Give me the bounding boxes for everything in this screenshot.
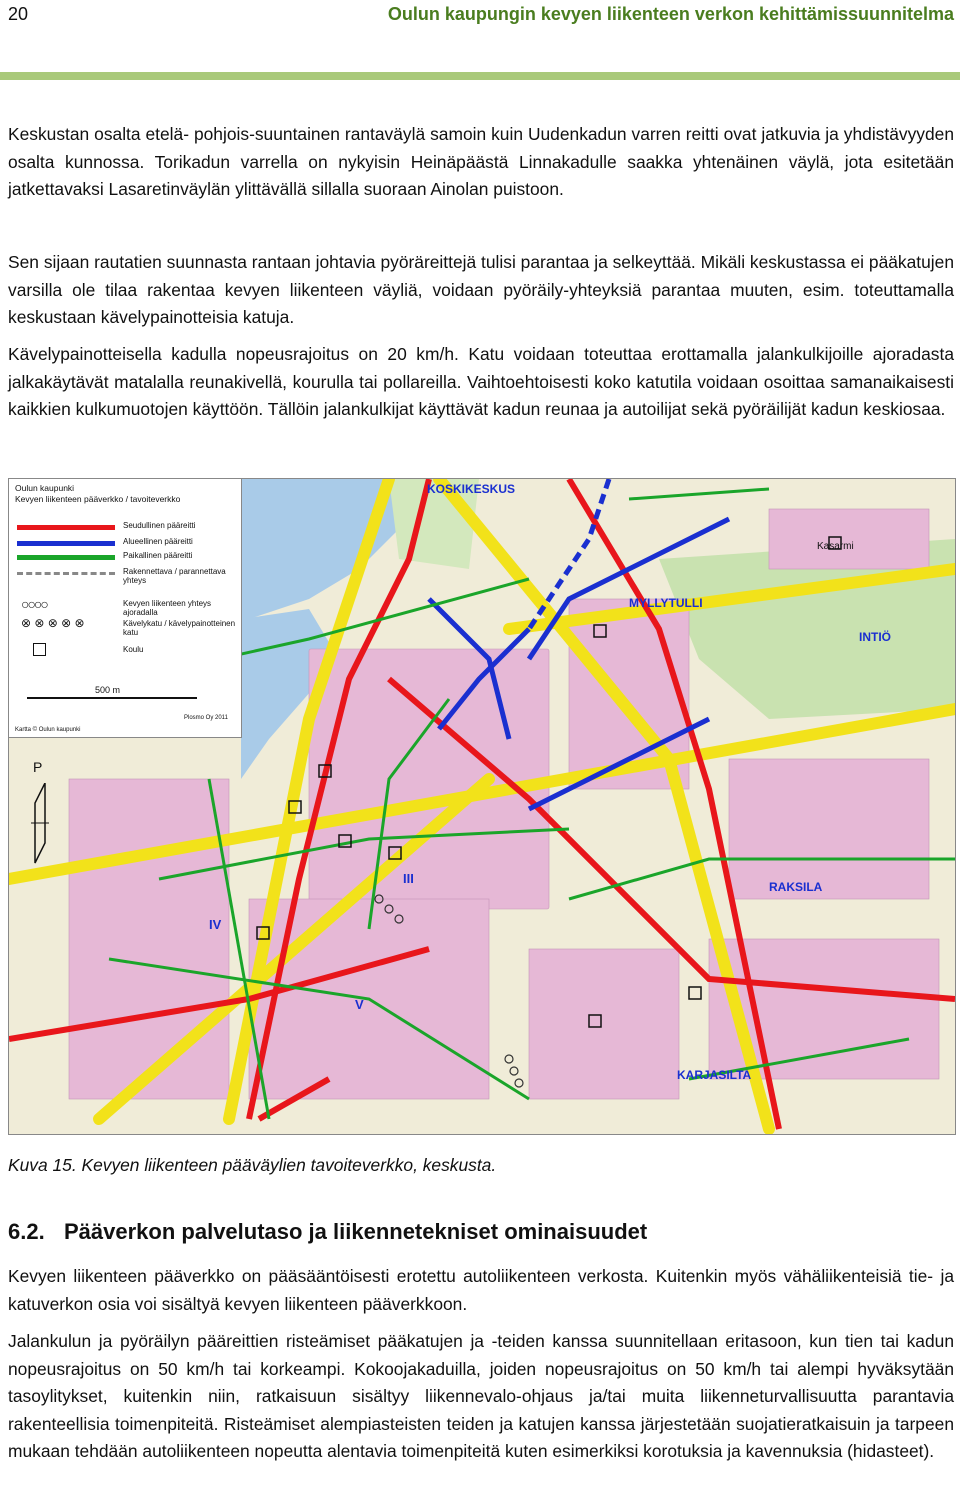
label-karjasilta: KARJASILTA — [677, 1068, 752, 1082]
legend-swatch-build — [17, 572, 115, 575]
map-legend — [9, 479, 242, 738]
label-myllytulli: MYLLYTULLI — [629, 596, 703, 610]
label-kasarmi: Kasarmi — [817, 541, 854, 552]
paragraph-4: Kevyen liikenteen pääverkko on pääsääntöisesti erotettu autoliikenteen verkosta. Kuitenkin myös vähäliikenteisiä tie- ja katuverkon osia voi sisältyä kevyen liikenteen pääverkkoon. — [8, 1266, 954, 1314]
paragraph-2: Sen sijaan rautatien suunnasta rantaan johtavia pyöräreittejä tulisi parantaa ja selkeyttää. Mikäli keskustassa ei pääkatujen varsilla ole tilaa rakentaa kevyen liikenteen väyliä, voidaan pyöräily-yhteyksiä parantaa muuten, esim. toteuttamalla keskustaan kävelypainotteisia katuja. — [8, 252, 954, 328]
legend-swatch-local — [17, 555, 115, 560]
scale-bar — [27, 697, 197, 699]
legend-walkstreet-icon: ⊗ ⊗ ⊗ ⊗ ⊗ — [21, 616, 85, 630]
legend-title-1: Oulun kaupunki — [15, 483, 75, 493]
legend-item-local: Paikallinen pääreitti — [123, 551, 193, 560]
legend-swatch-regional — [17, 525, 115, 530]
legend-item-area: Alueellinen pääreitti — [123, 537, 193, 546]
north-label: P — [33, 759, 43, 775]
section-heading — [8, 1219, 647, 1245]
paragraph-3: Kävelypainotteisella kadulla nopeusrajoitus on 20 km/h. Katu voidaan toteuttaa erottamalla jalankulkijoille ajoradasta jalkakäytävät matalalla reunakivellä, kourulla tai pollareilla. Vaihtoehtoisesti koko katutila voidaan osoittaa samanaikaisesti kaikkien kulkumuotojen käyttöön. Tällöin jalankulkijat käyttävät kadun reunaa ja autoilijat sekä pyöräilijät kadun keskiosaa. — [8, 344, 954, 420]
document-title: Oulun kaupungin kevyen liikenteen verkon kehittämissuunnitelma — [387, 4, 954, 24]
north-arrow-icon — [23, 783, 63, 873]
legend-item-walkstreet: Kävelykatu / kävelypainotteinen katu — [123, 619, 236, 637]
legend-item-school: Koulu — [123, 645, 144, 654]
network-map — [8, 478, 956, 1135]
legend-credit: Plosmo Oy 2011 — [184, 715, 228, 721]
legend-title-2: Kevyen liikenteen pääverkko / tavoiteverkko — [15, 494, 181, 504]
paragraph-5: Jalankulun ja pyöräilyn pääreittien risteämiset pääkatujen ja -teiden kanssa suunnitellaan eritasoon, kun tien tai kadun nopeusrajoitus on 50 km/h tai korkeampi. Kokoojakaduilla, joiden nopeusrajoitus on 50 km/h tai alempi hyväksytään tasoylitykset, kuitenkin niin, ratkaisuun sisältyy liikennevalo-ohjaus ja/tai muita liikenneturvallisuutta parantavia rakenteellisia toimenpiteitä. Risteämiset alempiasteisten teiden ja katujen kanssa järjestetään suojatieratkaisuin ja tarpeen mukaan tehdään autoliikenteen nopeutta alentavia toimenpiteitä kuten esimerkiksi korotuksia ja kavennuksia (hidasteet). — [8, 1331, 954, 1462]
label-intio: INTIÖ — [859, 630, 891, 644]
label-raksila: RAKSILA — [769, 880, 823, 894]
school-icon — [33, 643, 46, 656]
scale-label: 500 m — [95, 685, 121, 695]
label-koskikeskus: KOSKIKESKUS — [427, 482, 516, 496]
label-iii: III — [403, 871, 414, 886]
label-iv: IV — [209, 917, 222, 932]
page-header — [0, 0, 960, 40]
map-credit: Kartta © Oulun kaupunki — [15, 727, 81, 733]
label-v: V — [355, 997, 364, 1012]
section-number: 6.2. — [8, 1219, 45, 1244]
figure-caption: Kuva 15. Kevyen liikenteen pääväylien tavoiteverkko, keskusta. — [8, 1155, 497, 1175]
page-number: 20 — [8, 4, 29, 24]
legend-item-build: Rakennettava / parannettava yhteys — [123, 567, 226, 585]
section-title: Pääverkon palvelutaso ja liikennetekniset ominaisuudet — [64, 1219, 648, 1244]
header-rule — [0, 72, 960, 80]
legend-circles-icon: ○○○○ — [21, 596, 47, 612]
legend-item-roadway: Kevyen liikenteen yhteys ajoradalla — [123, 599, 212, 617]
legend-swatch-area — [17, 541, 115, 546]
legend-item-regional: Seudullinen pääreitti — [123, 521, 196, 530]
north-arrow — [19, 759, 59, 879]
paragraph-1: Keskustan osalta etelä- pohjois-suuntainen rantaväylä samoin kuin Uudenkadun varren reitti ovat jatkuvia ja yhdistävyyden osalta kunnossa. Torikadun varrella on nykyisin Heinäpäästä Linnakadulle saakka yhtenäinen väylä, jota esitetään jatkettavaksi Lasaretinväylän ylittävällä sillalla suoraan Ainolan puistoon. — [8, 124, 954, 200]
